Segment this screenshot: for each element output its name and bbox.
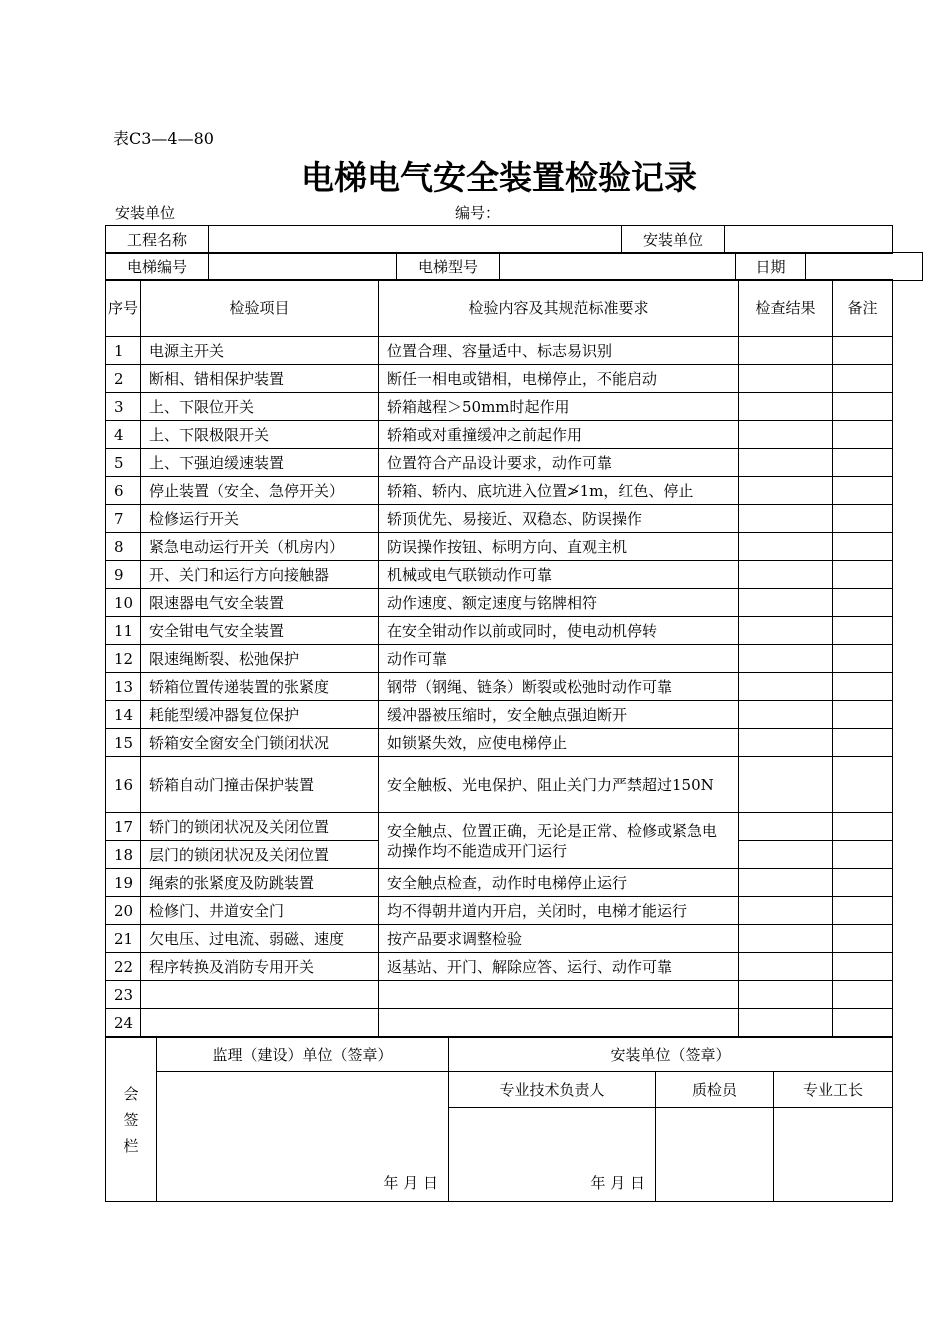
row-requirement: 安全触点检查，动作时电梯停止运行 (379, 869, 739, 897)
table-row (106, 533, 893, 561)
row-result-cell[interactable] (739, 1009, 833, 1037)
row-result-cell[interactable] (739, 869, 833, 897)
row-remark-cell[interactable] (833, 337, 893, 365)
row-remark-cell[interactable] (833, 365, 893, 393)
row-remark-cell[interactable] (833, 421, 893, 449)
inspector-label: 质检员 (656, 1072, 774, 1108)
row-number: 7 (106, 505, 141, 533)
row-requirement: 钢带（钢绳、链条）断裂或松弛时动作可靠 (379, 673, 739, 701)
table-row (106, 701, 893, 729)
row-result-cell[interactable] (739, 897, 833, 925)
supervision-unit-label: 监理（建设）单位（签章） (157, 1038, 449, 1072)
row-remark-cell[interactable] (833, 617, 893, 645)
row-requirement: 轿箱、轿内、底坑进入位置≯1m，红色、停止 (379, 477, 739, 505)
form-code: 表C3—4—80 (113, 129, 214, 148)
col-requirement-header: 检验内容及其规范标准要求 (379, 280, 739, 337)
row-number: 8 (106, 533, 141, 561)
row-result-cell[interactable] (739, 533, 833, 561)
row-result-cell[interactable] (739, 673, 833, 701)
elevator-model-value[interactable] (500, 253, 736, 281)
row-remark-cell[interactable] (833, 477, 893, 505)
row-item: 欠电压、过电流、弱磁、速度 (141, 925, 379, 953)
signoff-section-text: 会 签 栏 (123, 1084, 139, 1155)
row-requirement: 轿箱或对重撞缓冲之前起作用 (379, 421, 739, 449)
row-result-cell[interactable] (739, 645, 833, 673)
row-remark-cell[interactable] (833, 981, 893, 1009)
row-requirement: 缓冲器被压缩时，安全触点强迫断开 (379, 701, 739, 729)
row-result-cell[interactable] (739, 981, 833, 1009)
row-result-cell[interactable] (739, 421, 833, 449)
row-item: 绳索的张紧度及防跳装置 (141, 869, 379, 897)
row-remark-cell[interactable] (833, 673, 893, 701)
row-remark-cell[interactable] (833, 869, 893, 897)
row-requirement: 安全触点、位置正确，无论是正常、检修或紧急电动操作均不能造成开门运行 (379, 813, 739, 869)
row-remark-cell[interactable] (833, 897, 893, 925)
signoff-section-label (106, 1038, 157, 1202)
row-number: 12 (106, 645, 141, 673)
table-row (106, 561, 893, 589)
foreman-label: 专业工长 (774, 1072, 893, 1108)
row-item: 安全钳电气安全装置 (141, 617, 379, 645)
row-item: 开、关门和运行方向接触器 (141, 561, 379, 589)
row-item: 上、下强迫缓速装置 (141, 449, 379, 477)
row-number: 6 (106, 477, 141, 505)
row-remark-cell[interactable] (833, 393, 893, 421)
table-row (106, 617, 893, 645)
row-requirement: 动作可靠 (379, 645, 739, 673)
row-result-cell[interactable] (739, 953, 833, 981)
header-table-2 (105, 252, 923, 281)
foreman-signature-area[interactable] (774, 1108, 893, 1202)
row-result-cell[interactable] (739, 505, 833, 533)
row-requirement: 安全触板、光电保护、阻止关门力严禁超过150N (379, 757, 739, 813)
date-left: 年 月 日 (383, 1174, 438, 1192)
table-row (106, 813, 893, 841)
row-result-cell[interactable] (739, 757, 833, 813)
row-number: 1 (106, 337, 141, 365)
row-remark-cell[interactable] (833, 449, 893, 477)
table-row (106, 869, 893, 897)
row-remark-cell[interactable] (833, 757, 893, 813)
header-table (105, 225, 893, 254)
row-result-cell[interactable] (739, 701, 833, 729)
row-item: 层门的锁闭状况及关闭位置 (141, 841, 379, 869)
row-number: 16 (106, 757, 141, 813)
row-result-cell[interactable] (739, 925, 833, 953)
project-name-label: 工程名称 (106, 226, 209, 254)
table-row (106, 337, 893, 365)
row-item: 紧急电动运行开关（机房内） (141, 533, 379, 561)
date-value[interactable] (806, 253, 923, 281)
row-remark-cell[interactable] (833, 841, 893, 869)
table-row (106, 505, 893, 533)
row-result-cell[interactable] (739, 813, 833, 841)
row-item (141, 981, 379, 1009)
table-row (106, 981, 893, 1009)
row-number: 20 (106, 897, 141, 925)
row-requirement (379, 981, 739, 1009)
row-number: 4 (106, 421, 141, 449)
row-remark-cell[interactable] (833, 701, 893, 729)
row-item: 轿箱自动门撞击保护装置 (141, 757, 379, 813)
row-requirement: 返基站、开门、解除应答、运行、动作可靠 (379, 953, 739, 981)
row-item: 耗能型缓冲器复位保护 (141, 701, 379, 729)
signoff-table (105, 1037, 893, 1202)
table-row (106, 365, 893, 393)
elevator-no-label: 电梯编号 (106, 253, 209, 281)
row-requirement: 如锁紧失效，应使电梯停止 (379, 729, 739, 757)
table-row (106, 673, 893, 701)
number-label: 编号： (455, 204, 501, 222)
row-number: 21 (106, 925, 141, 953)
row-remark-cell[interactable] (833, 925, 893, 953)
row-requirement: 轿箱越程＞50mm时起作用 (379, 393, 739, 421)
table-row (106, 421, 893, 449)
row-item: 限速器电气安全装置 (141, 589, 379, 617)
row-number: 19 (106, 869, 141, 897)
table-row (106, 897, 893, 925)
row-item: 轿箱安全窗安全门锁闭状况 (141, 729, 379, 757)
row-number: 2 (106, 365, 141, 393)
row-requirement: 在安全钳动作以前或同时，使电动机停转 (379, 617, 739, 645)
row-remark-cell[interactable] (833, 533, 893, 561)
table-row (106, 1009, 893, 1037)
date-label: 日期 (736, 253, 806, 281)
row-remark-cell[interactable] (833, 1009, 893, 1037)
table-row (106, 757, 893, 813)
row-number: 22 (106, 953, 141, 981)
tech-lead-signature-area[interactable] (449, 1108, 656, 1202)
row-remark-cell[interactable] (833, 645, 893, 673)
row-number: 3 (106, 393, 141, 421)
page-title: 电梯电气安全装置检验记录 (301, 158, 697, 197)
row-result-cell[interactable] (739, 617, 833, 645)
row-remark-cell[interactable] (833, 813, 893, 841)
row-result-cell[interactable] (739, 561, 833, 589)
row-number: 23 (106, 981, 141, 1009)
row-number: 18 (106, 841, 141, 869)
col-remark-header: 备注 (833, 280, 893, 337)
row-remark-cell[interactable] (833, 953, 893, 981)
row-number: 5 (106, 449, 141, 477)
row-result-cell[interactable] (739, 337, 833, 365)
row-number: 14 (106, 701, 141, 729)
table-row (106, 477, 893, 505)
row-requirement: 断任一相电或错相，电梯停止，不能启动 (379, 365, 739, 393)
row-result-cell[interactable] (739, 449, 833, 477)
supervision-signature-area[interactable] (157, 1072, 449, 1202)
tech-lead-label: 专业技术负责人 (449, 1072, 656, 1108)
row-remark-cell[interactable] (833, 589, 893, 617)
install-unit-value[interactable] (725, 226, 893, 254)
row-item (141, 1009, 379, 1037)
project-name-value[interactable] (209, 226, 622, 254)
install-unit-header-label: 安装单位 (622, 226, 725, 254)
row-item: 上、下限位开关 (141, 393, 379, 421)
date-right: 年 月 日 (590, 1174, 645, 1192)
row-item: 停止装置（安全、急停开关） (141, 477, 379, 505)
row-item: 断相、错相保护装置 (141, 365, 379, 393)
elevator-model-label: 电梯型号 (397, 253, 500, 281)
row-item: 电源主开关 (141, 337, 379, 365)
row-number: 9 (106, 561, 141, 589)
inspector-signature-area[interactable] (656, 1108, 774, 1202)
row-result-cell[interactable] (739, 841, 833, 869)
row-requirement: 位置符合产品设计要求，动作可靠 (379, 449, 739, 477)
row-number: 13 (106, 673, 141, 701)
row-result-cell[interactable] (739, 589, 833, 617)
row-number: 10 (106, 589, 141, 617)
row-item: 轿箱位置传递装置的张紧度 (141, 673, 379, 701)
row-result-cell[interactable] (739, 477, 833, 505)
row-requirement (379, 1009, 739, 1037)
row-remark-cell[interactable] (833, 729, 893, 757)
row-requirement: 按产品要求调整检验 (379, 925, 739, 953)
elevator-no-value[interactable] (209, 253, 397, 281)
row-item: 检修运行开关 (141, 505, 379, 533)
row-requirement: 防误操作按钮、标明方向、直观主机 (379, 533, 739, 561)
install-unit-sign-label: 安装单位（签章） (449, 1038, 893, 1072)
row-result-cell[interactable] (739, 729, 833, 757)
row-result-cell[interactable] (739, 393, 833, 421)
row-number: 15 (106, 729, 141, 757)
row-requirement: 动作速度、额定速度与铭牌相符 (379, 589, 739, 617)
row-number: 17 (106, 813, 141, 841)
table-row (106, 393, 893, 421)
table-row (106, 589, 893, 617)
row-requirement: 轿顶优先、易接近、双稳态、防误操作 (379, 505, 739, 533)
table-row (106, 925, 893, 953)
row-result-cell[interactable] (739, 365, 833, 393)
table-row (106, 953, 893, 981)
row-requirement: 均不得朝井道内开启，关闭时，电梯才能运行 (379, 897, 739, 925)
row-item: 限速绳断裂、松弛保护 (141, 645, 379, 673)
inspection-table (105, 279, 893, 1037)
row-requirement: 位置合理、容量适中、标志易识别 (379, 337, 739, 365)
col-seq-header: 序号 (106, 280, 141, 337)
table-row (106, 729, 893, 757)
table-row (106, 449, 893, 477)
row-number: 24 (106, 1009, 141, 1037)
row-remark-cell[interactable] (833, 561, 893, 589)
row-item: 程序转换及消防专用开关 (141, 953, 379, 981)
row-remark-cell[interactable] (833, 505, 893, 533)
row-item: 轿门的锁闭状况及关闭位置 (141, 813, 379, 841)
table-row (106, 645, 893, 673)
row-requirement: 机械或电气联锁动作可靠 (379, 561, 739, 589)
row-item: 上、下限极限开关 (141, 421, 379, 449)
col-item-header: 检验项目 (141, 280, 379, 337)
row-item: 检修门、井道安全门 (141, 897, 379, 925)
row-number: 11 (106, 617, 141, 645)
install-unit-label: 安装单位 (115, 204, 176, 222)
col-result-header: 检查结果 (739, 280, 833, 337)
